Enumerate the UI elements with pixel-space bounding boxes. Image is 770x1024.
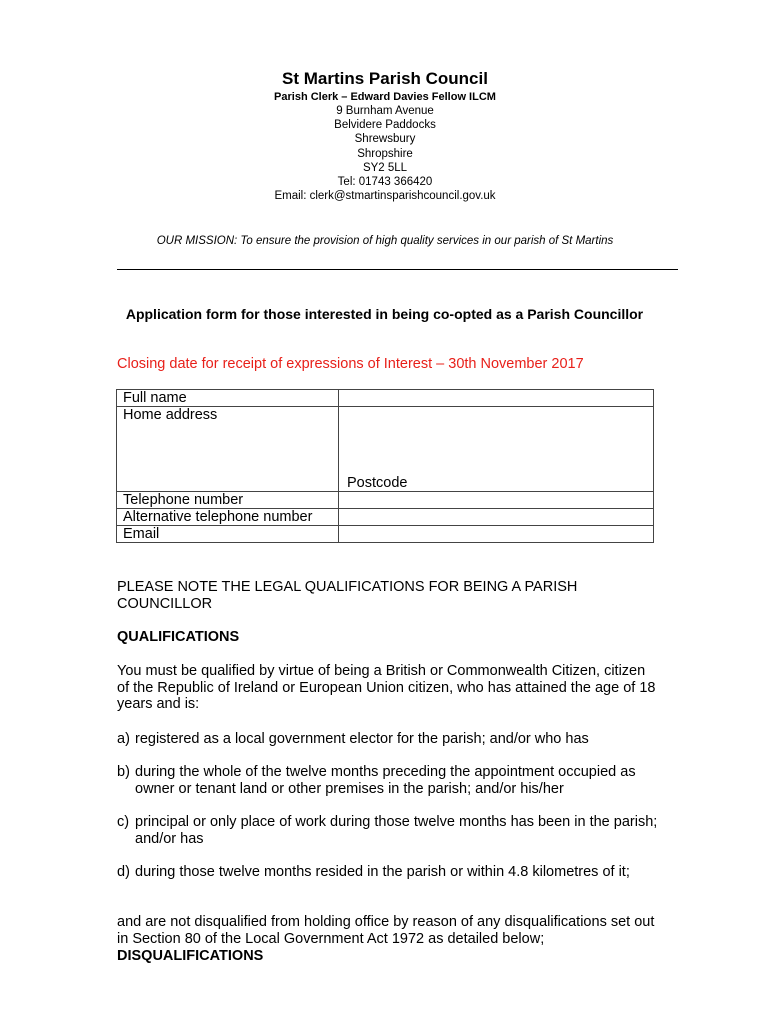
list-item [117,731,662,748]
list-text: registered as a local government elector for the parish; and/or who has [135,731,589,747]
list-text: principal or only place of work during those twelve months has been in the parish; and/or has [135,814,658,847]
email-line: Email: clerk@stmartinsparishcouncil.gov.uk [274,190,496,203]
telephone-field[interactable] [339,492,654,509]
horizontal-divider [117,269,678,270]
alt-telephone-label: Alternative telephone number [117,509,339,526]
telephone-label: Telephone number [117,492,339,509]
email-field[interactable] [339,526,654,543]
qualifications-intro: You must be qualified by virtue of being a British or Commonwealth Citizen, citizen of the Republic of Ireland or European Union citizen, who has attained the age of 18 years and is: [117,663,656,712]
table-row [117,526,654,543]
alt-telephone-field[interactable] [339,509,654,526]
table-row [117,492,654,509]
home-address-field[interactable] [339,407,654,492]
mission-statement: OUR MISSION: To ensure the provision of high quality services in our parish of St Martins [156,235,614,247]
disqualification-note: and are not disqualified from holding office by reason of any disqualifications set out in Section 80 of the Local Government Act 1972 as detailed below; [117,914,655,947]
address-line: Shrewsbury [354,133,416,146]
list-item [117,864,662,881]
list-item [117,814,662,847]
list-marker: a) [117,731,130,747]
address-line: Shropshire [357,147,413,160]
legal-notice: PLEASE NOTE THE LEGAL QUALIFICATIONS FOR BEING A PARISH COUNCILLOR [117,579,578,612]
table-row [117,509,654,526]
disqualifications-heading: DISQUALIFICATIONS [117,948,264,964]
list-marker: d) [117,864,130,880]
letterhead [0,68,770,203]
clerk-name: Parish Clerk – Edward Davies Fellow ILCM [274,91,496,103]
postcode-label: Postcode [347,475,408,491]
address-line: SY2 5LL [362,161,408,174]
form-title: Application form for those interested in being co-opted as a Parish Councillor [125,306,644,322]
full-name-label: Full name [117,390,339,407]
list-text: during those twelve months resided in the parish or within 4.8 kilometres of it; [135,864,630,880]
council-title: St Martins Parish Council [282,69,488,88]
telephone-line: Tel: 01743 366420 [337,176,433,189]
list-marker: c) [117,814,130,830]
address-line: 9 Burnham Avenue [336,105,434,117]
email-label: Email [117,526,339,543]
table-row [117,390,654,407]
qualifications-heading: QUALIFICATIONS [117,629,240,645]
full-name-field[interactable] [339,390,654,407]
table-row [117,407,654,492]
list-item [117,764,662,797]
applicant-details-table [116,389,654,543]
closing-date: Closing date for receipt of expressions of Interest – 30th November 2017 [117,356,584,372]
address-line: Belvidere Paddocks [334,119,436,132]
list-marker: b) [117,764,130,780]
list-text: during the whole of the twelve months preceding the appointment occupied as owner or tenant land or other premises in the parish; and/or his/her [135,764,636,797]
home-address-label: Home address [117,407,339,492]
